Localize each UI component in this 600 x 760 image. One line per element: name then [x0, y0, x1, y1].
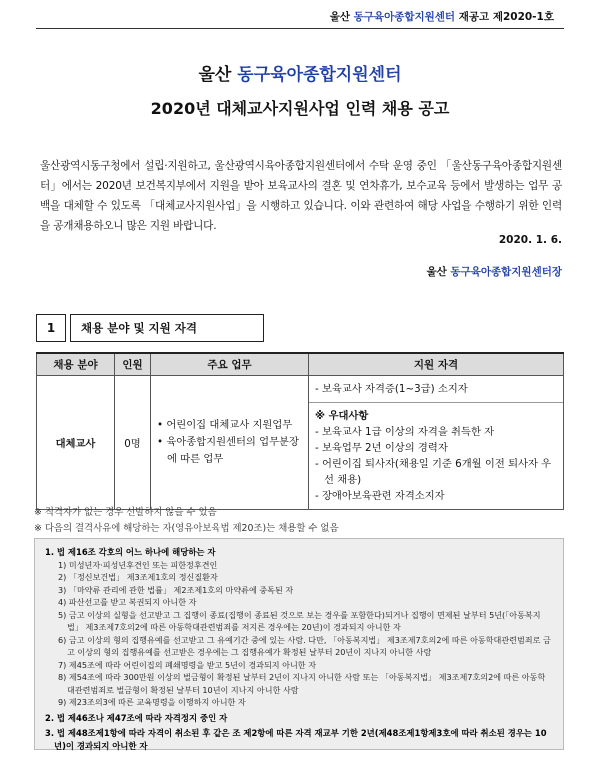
header-duties: 주요 업무	[151, 353, 309, 375]
page-title: 2020년 대체교사지원사업 인력 채용 공고	[150, 99, 450, 118]
notice-header	[330, 9, 554, 24]
org-title	[0, 60, 600, 85]
org-title-name: 동구육아종합지원센터	[237, 65, 402, 85]
recruitment-table	[36, 352, 564, 510]
disq-sub-item: 9) 제23조의3에 따른 교육명령을 이행하지 아니한 자	[58, 697, 246, 707]
disq-sub-item: 2) 「정신보건법」 제3조제1호의 정신질환자	[58, 572, 218, 582]
org-title-prefix: 울산	[198, 65, 232, 85]
disq-sub-item: 3) 「마약류 관리에 관한 법률」 제2조제1호의 마약류에 중독된 자	[58, 584, 294, 595]
header-rule	[36, 28, 564, 29]
section-heading	[36, 314, 264, 342]
duty-item: • 어린이집 대체교사 지원업무	[157, 418, 293, 431]
disq-item-title: 2. 법 제46조나 제47조에 따라 자격정지 중인 자	[45, 712, 228, 723]
cell-duties	[151, 375, 309, 509]
qual-preferred	[309, 403, 563, 509]
header-count: 인원	[115, 353, 151, 375]
disq-item-title: 3. 법 제48조제1항에 따라 자격이 취소된 후 같은 조 제2항에 따른 자격 재교부 기한 2년(제48조제1항제3호에 따라 취소된 경우는 10년)이 경과되지 아니한 자	[45, 728, 547, 751]
qual-pref-item: - 보육교사 1급 이상의 자격을 취득한 자	[315, 425, 495, 438]
table-row	[37, 375, 564, 509]
note-line: ※ 다음의 결격사유에 해당하는 자(영유아보육법 제20조)는 채용할 수 없음	[34, 523, 339, 534]
disqualification-box	[34, 538, 564, 750]
disq-sub-item: 5) 금고 이상의 실형을 선고받고 그 집행이 종료(집행이 종료된 것으로 보는 경우를 포함한다)되거나 집행이 면제된 날부터 5년(「아동복지법」 제3조제7호의2에 따른 아동학대관련범죄를 저지른 경우에는 20년)이 경과되지 아니한 자	[58, 609, 541, 632]
disq-sub-item: 1) 미성년자·피성년후견인 또는 피한정후견인	[58, 559, 218, 570]
header-field: 채용 분야	[37, 353, 115, 375]
cell-count: 0명	[115, 375, 151, 509]
section-number: 1	[36, 314, 66, 342]
table-header-row	[37, 353, 564, 375]
signature	[426, 264, 562, 279]
notice-number: 재공고 제2020-1호	[458, 11, 554, 23]
signature-prefix: 울산	[426, 266, 447, 278]
intro-paragraph: 울산광역시동구청에서 설립·지원하고, 울산광역시육아종합지원센터에서 수탁 운영 중인 「울산동구육아종합지원센터」에서는 2020년 보건복지부에서 지원을 받아 보육교사의 결혼 및 연차휴가, 보수교육 등에서 발생하는 업무 공백을 대체할 수 있도록 「대체교사지원사업」을 시행하고 있습니다. 이와 관련하여 해당 사업을 수행하기 위한 인력을 공개채용하오니 많은 지원 바랍니다.	[40, 160, 562, 232]
cell-qualifications	[309, 375, 564, 509]
duty-item: • 육아종합지원센터의 업무분장에 따른 업무	[157, 435, 299, 465]
header-qualifications: 지원 자격	[309, 353, 564, 375]
qual-pref-item: - 장애아보육관련 자격소지자	[315, 489, 445, 502]
disq-sub-item: 8) 제54조에 따라 300만원 이상의 벌금형이 확정된 날부터 2년이 지나지 아니한 사람 또는 「아동복지법」 제3조제7호의2에 따른 아동학대관련범죄로 벌금형이 확정된 날부터 10년이 지나지 아니한 사람	[58, 672, 546, 695]
qual-pref-title: ※ 우대사항	[315, 409, 369, 422]
disq-item-title: 1. 법 제16조 각호의 어느 하나에 해당하는 자	[45, 547, 216, 557]
disq-sub-item: 4) 파산선고를 받고 복권되지 아니한 자	[58, 597, 197, 607]
cell-field: 대체교사	[37, 375, 115, 509]
disq-sub-item: 7) 제45조에 따라 어린이집의 폐쇄명령을 받고 5년이 경과되지 아니한 자	[58, 659, 317, 670]
qual-pref-item: - 보육업무 2년 이상의 경력자	[315, 441, 448, 454]
header-org-prefix: 울산	[329, 11, 350, 23]
section-title: 채용 분야 및 지원 자격	[70, 314, 264, 342]
announcement-date: 2020. 1. 6.	[498, 234, 562, 246]
note-line: ※ 적격자가 없는 경우 선발하지 않을 수 있음	[34, 507, 217, 518]
disq-sub-item: 6) 금고 이상의 형의 집행유예를 선고받고 그 유예기간 중에 있는 사람. 다만, 「아동복지법」 제3조제7호의2에 따른 아동학대관련범죄로 금고 이상의 형의 집행유예를 선고받은 경우에는 그 집행유예가 확정된 날부터 20년이 지나지 아니한 사람	[58, 634, 551, 657]
qual-pref-item: - 어린이집 퇴사자(채용일 기준 6개월 이전 퇴사자 우선 채용)	[315, 457, 552, 486]
signature-org-name: 동구육아종합지원센터장	[450, 266, 562, 278]
header-org-name: 동구육아종합지원센터	[353, 11, 456, 23]
qual-basic: - 보육교사 자격증(1~3급) 소지자	[309, 376, 563, 403]
